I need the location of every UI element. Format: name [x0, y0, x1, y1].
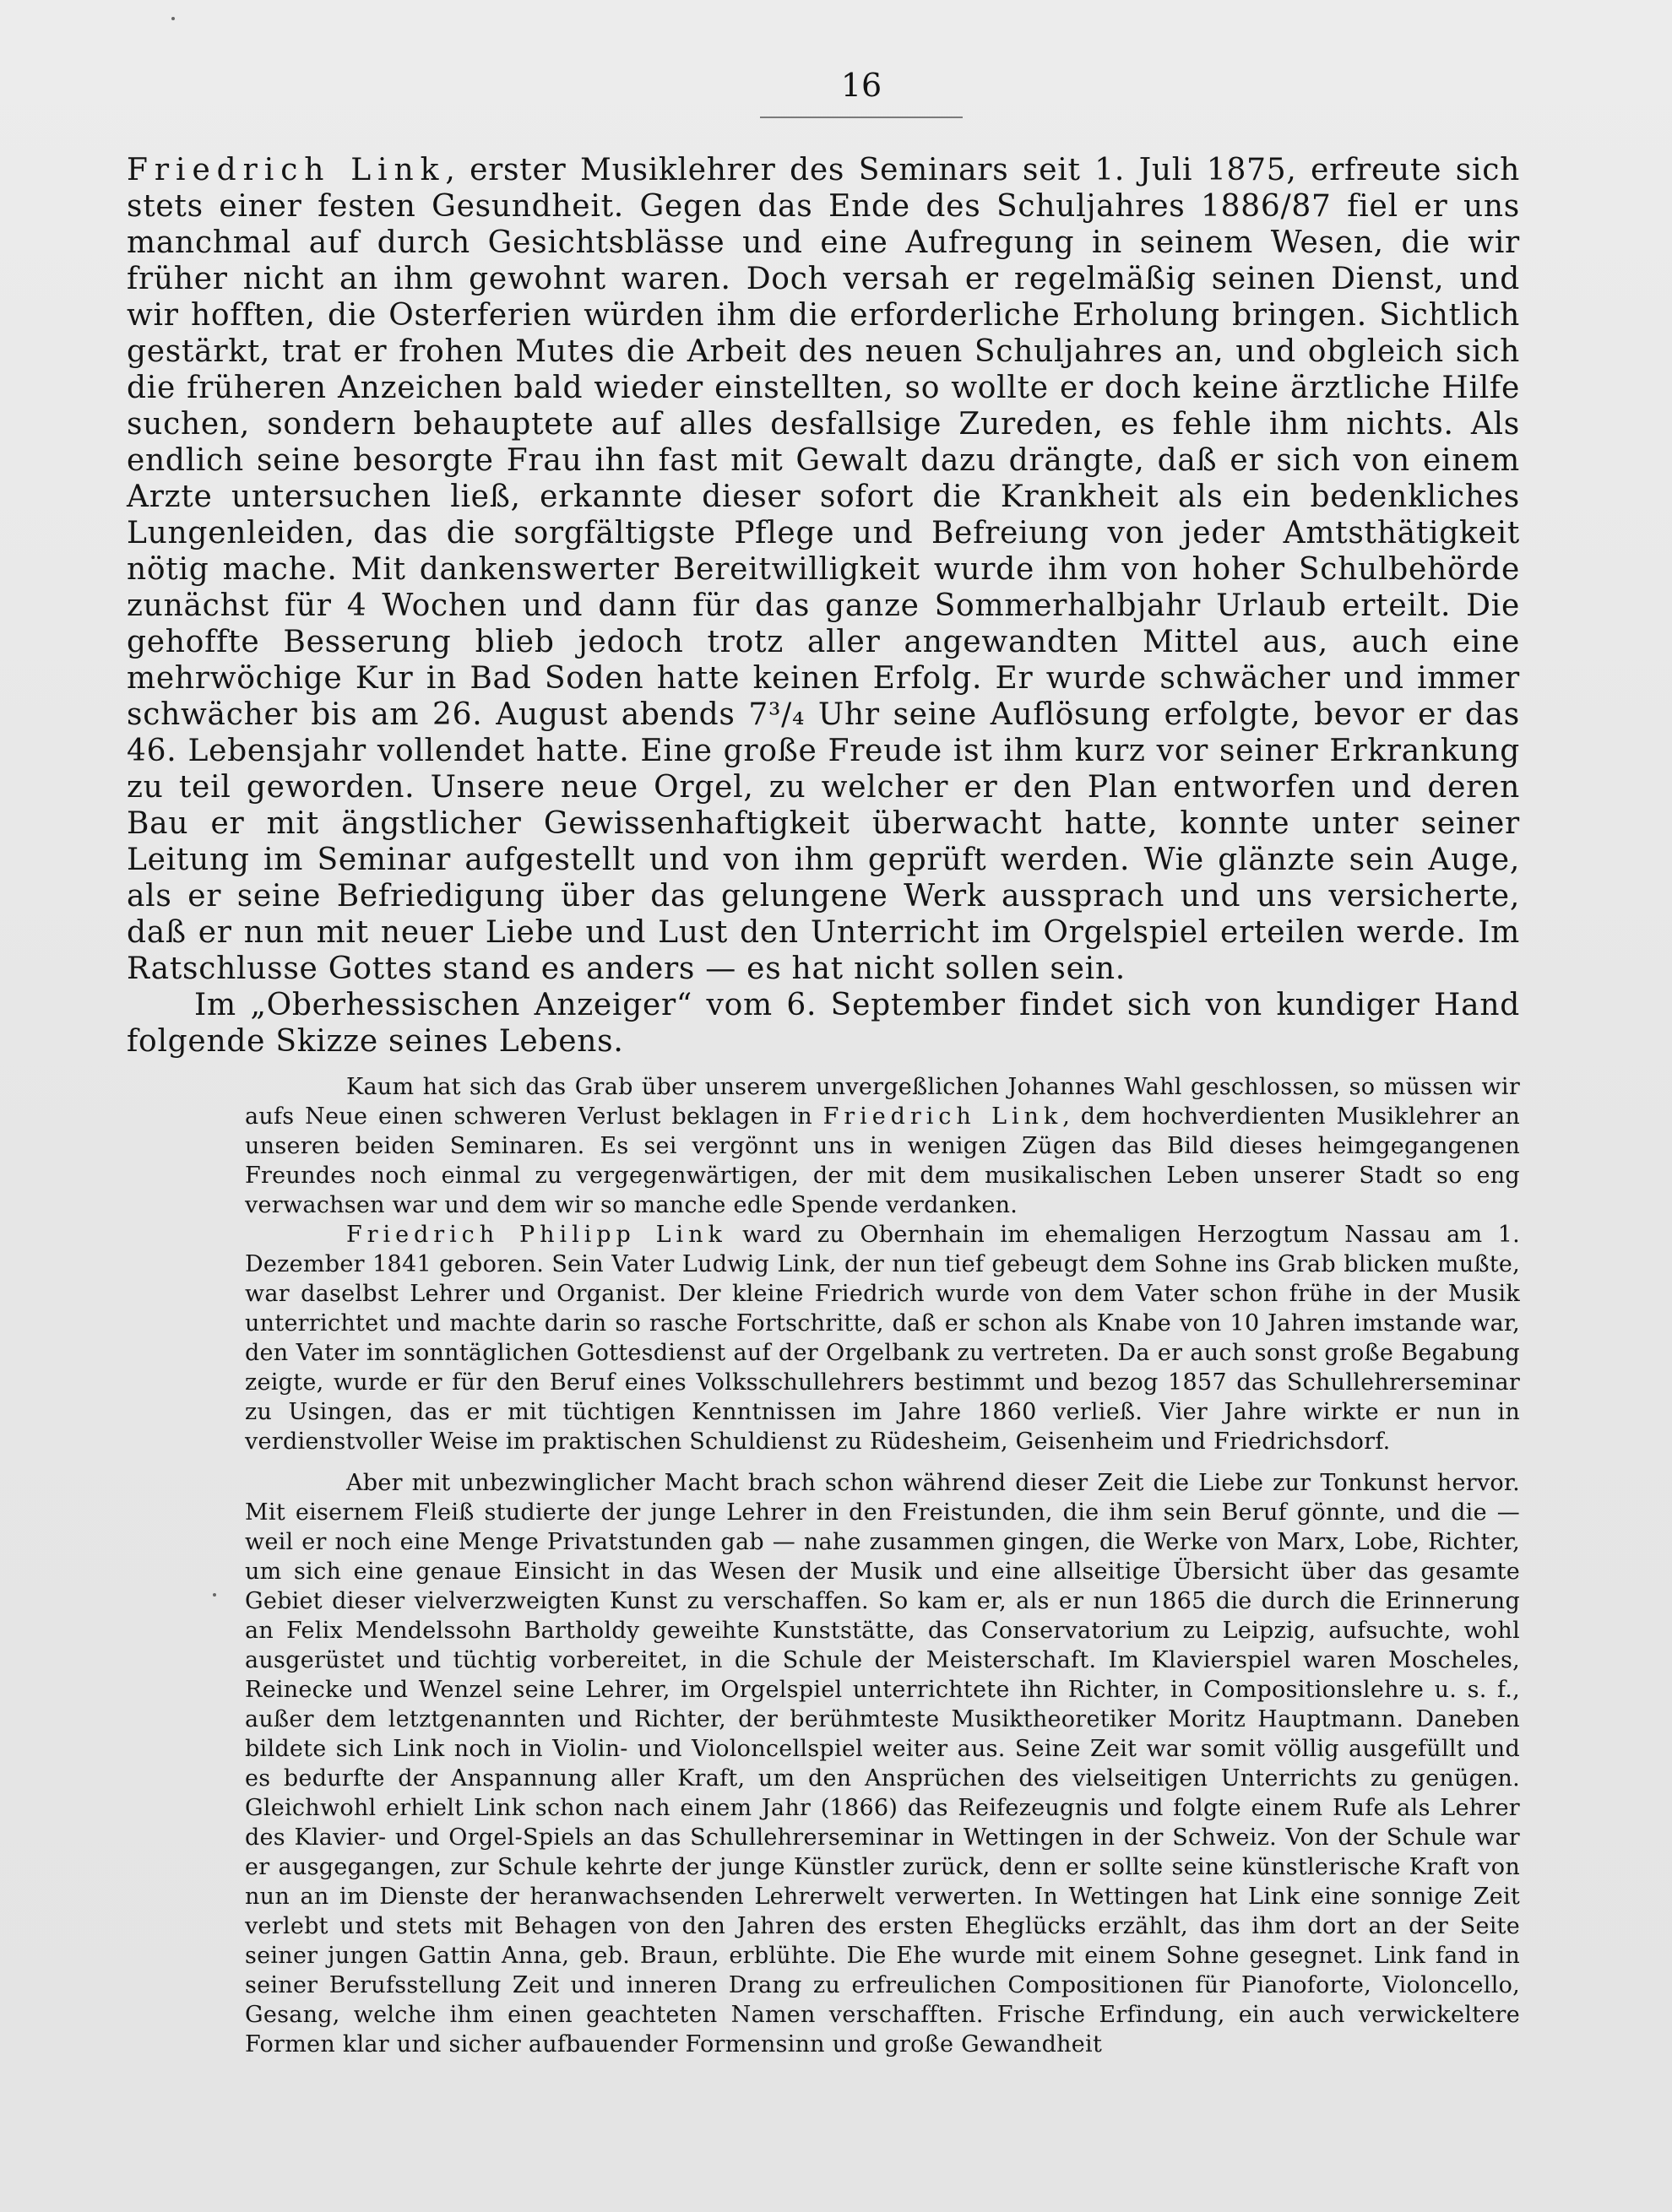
main-paragraph-text: , erster Musiklehrer des Seminars seit 1. Juli 1875, erfreute sich stets einer festen Gesundheit. Gegen das Ende des Schuljahres 1886/87 fiel er uns manchmal auf durch Gesichtsblässe und eine Aufregung in seinem Wesen, die wir früher nicht an ihm gewohnt waren. Doch versah er regelmäßig seinen Dienst, und wir hofften, die Osterferien würden ihm die erforderliche Erholung bringen. Sichtlich gestärkt, trat er frohen Mutes die Arbeit des neuen Schuljahres an, und obgleich sich die früheren Anzeichen bald wieder einstellten, so wollte er doch keine ärztliche Hilfe suchen, sondern behauptete auf alles desfallsige Zureden, es fehle ihm nichts. Als endlich seine besorgte Frau ihn fast mit Gewalt dazu drängte, daß er sich von einem Arzte untersuchen ließ, erkannte dieser sofort die Krankheit als ein bedenkliches Lungenleiden, das die sorgfältigste Pflege und Befreiung von jeder Amtsthätigkeit nötig mache. Mit dankenswerter Bereitwilligkeit wurde ihm von hoher Schulbehörde zunächst für 4 Wochen und dann für das ganze Sommerhalbjahr Urlaub erteilt. Die gehoffte Besserung blieb jedoch trotz aller angewandten Mittel aus, auch eine mehrwöchige Kur in Bad Soden hatte keinen Erfolg. Er wurde schwächer und immer schwächer bis am 26. August abends 7³/₄ Uhr seine Auflösung erfolgte, bevor er das 46. Lebensjahr vollendet hatte. Eine große Freude ist ihm kurz vor seiner Erkrankung zu teil geworden. Unsere neue Orgel, zu welcher er den Plan entworfen und deren Bau er mit ängstlicher Gewissenhaftigkeit überwacht hatte, konnte unter seiner Leitung im Seminar aufgestellt und von ihm geprüft werden. Wie glänzte sein Auge, als er seine Befriedigung über das gelungene Werk aussprach und uns versicherte, daß er nun mit neuer Liebe und Lust den Unterricht im Orgelspiel erteilen werde. Im Ratschlusse Gottes stand es anders — es hat nicht sollen sein.	[127, 153, 1521, 986]
quote-text: Kaum hat sich das Grab über unserem unvergeßlichen Johannes Wahl geschlossen, so müssen wir aufs Neue einen schweren Verlust beklagen in	[245, 1074, 1520, 1130]
quote-paragraph	[245, 1220, 1520, 1456]
quote-text: , dem hochverdienten Musiklehrer an unseren beiden Seminaren. Es sei vergönnt uns in wenigen Zügen das Bild dieses heimgegangenen Freundes noch einmal zu vergegenwärtigen, der mit dem musikalischen Leben unserer Stadt so eng verwachsen war und dem wir so manche edle Spende verdanken.	[245, 1103, 1520, 1218]
page-number: 16	[840, 67, 882, 104]
quoted-biography	[245, 1072, 1520, 2059]
name-spaced: Friedrich Philipp Link	[346, 1222, 727, 1248]
main-text	[127, 152, 1520, 1060]
header-rule	[760, 117, 963, 118]
main-paragraph	[127, 152, 1520, 987]
name-spaced: Friedrich Link	[127, 153, 446, 187]
name-spaced: Friedrich Link	[822, 1103, 1063, 1130]
quote-paragraph: Aber mit unbezwinglicher Macht brach schon während dieser Zeit die Liebe zur Tonkunst hervor. Mit eisernem Fleiß studierte der junge Lehrer in den Freistunden, die ihm sein Beruf gönnte, und die — weil er noch eine Menge Privatstunden gab — nahe zusammen gingen, die Werke von Marx, Lobe, Richter, um sich eine genaue Einsicht in das Wesen der Musik und eine allseitige Übersicht über das gesamte Gebiet dieser vielverzweigten Kunst zu verschaffen. So kam er, als er nun 1865 die durch die Erinnerung an Felix Mendelssohn Bartholdy geweihte Kunststätte, das Conservatorium zu Leipzig, aufsuchte, wohl ausgerüstet und tüchtig vorbereitet, in die Schule der Meisterschaft. Im Klavierspiel waren Moscheles, Reinecke und Wenzel seine Lehrer, im Orgelspiel unterrichtete ihn Richter, in Compositionslehre u. s. f., außer dem letztgenannten und Richter, der berühmteste Musiktheoretiker Moritz Hauptmann. Daneben bildete sich Link noch in Violin- und Violoncellspiel weiter aus. Seine Zeit war somit völlig ausgefüllt und es bedurfte der Anspannung aller Kraft, um den Ansprüchen des vielseitigen Unterrichts zu genügen. Gleichwohl erhielt Link schon nach einem Jahr (1866) das Reifezeugnis und folgte einem Rufe als Lehrer des Klavier- und Orgel-Spiels an das Schullehrerseminar in Wettingen in der Schweiz. Von der Schule war er ausgegangen, zur Schule kehrte der junge Künstler zurück, denn er sollte seine künstlerische Kraft von nun an im Dienste der heranwachsenden Lehrerwelt verwerten. In Wettingen hat Link eine sonnige Zeit verlebt und stets mit Behagen von den Jahren des ersten Eheglücks erzählt, das ihm dort an der Seite seiner jungen Gattin Anna, geb. Braun, erblühte. Die Ehe wurde mit einem Sohne gesegnet. Link fand in seiner Berufsstellung Zeit und inneren Drang zu erfreulichen Compositionen für Pianoforte, Violoncello, Gesang, welche ihm einen geachteten Namen verschafften. Frische Erfindung, ein auch verwickeltere Formen klar und sicher aufbauender Formensinn und große Gewandheit	[245, 1470, 1520, 2057]
quote-paragraph	[245, 1072, 1520, 1220]
main-paragraph: Im „Oberhessischen Anzeiger“ vom 6. September findet sich von kundiger Hand folgende Skizze seines Lebens.	[127, 988, 1520, 1059]
paper-speck	[213, 1593, 216, 1597]
paper-speck	[171, 17, 175, 20]
quote-text: ward zu Obernhain im ehemaligen Herzogtum Nassau am 1. Dezember 1841 geboren. Sein Vater Ludwig Link, der nun tief gebeugt dem Sohne ins Grab blicken mußte, war daselbst Lehrer und Organist. Der kleine Friedrich wurde von dem Vater schon frühe in der Musik unterrichtet und machte darin so rasche Fortschritte, daß er schon als Knabe von 10 Jahren imstande war, den Vater im sonntäglichen Gottesdienst auf der Orgelbank zu vertreten. Da er auch sonst große Begabung zeigte, wurde er für den Beruf eines Volksschullehrers bestimmt und bezog 1857 das Schullehrerseminar zu Usingen, das er mit tüchtigen Kenntnissen im Jahre 1860 verließ. Vier Jahre wirkte er nun in verdienstvoller Weise im praktischen Schuldienst zu Rüdesheim, Geisenheim und Friedrichsdorf.	[245, 1222, 1521, 1455]
